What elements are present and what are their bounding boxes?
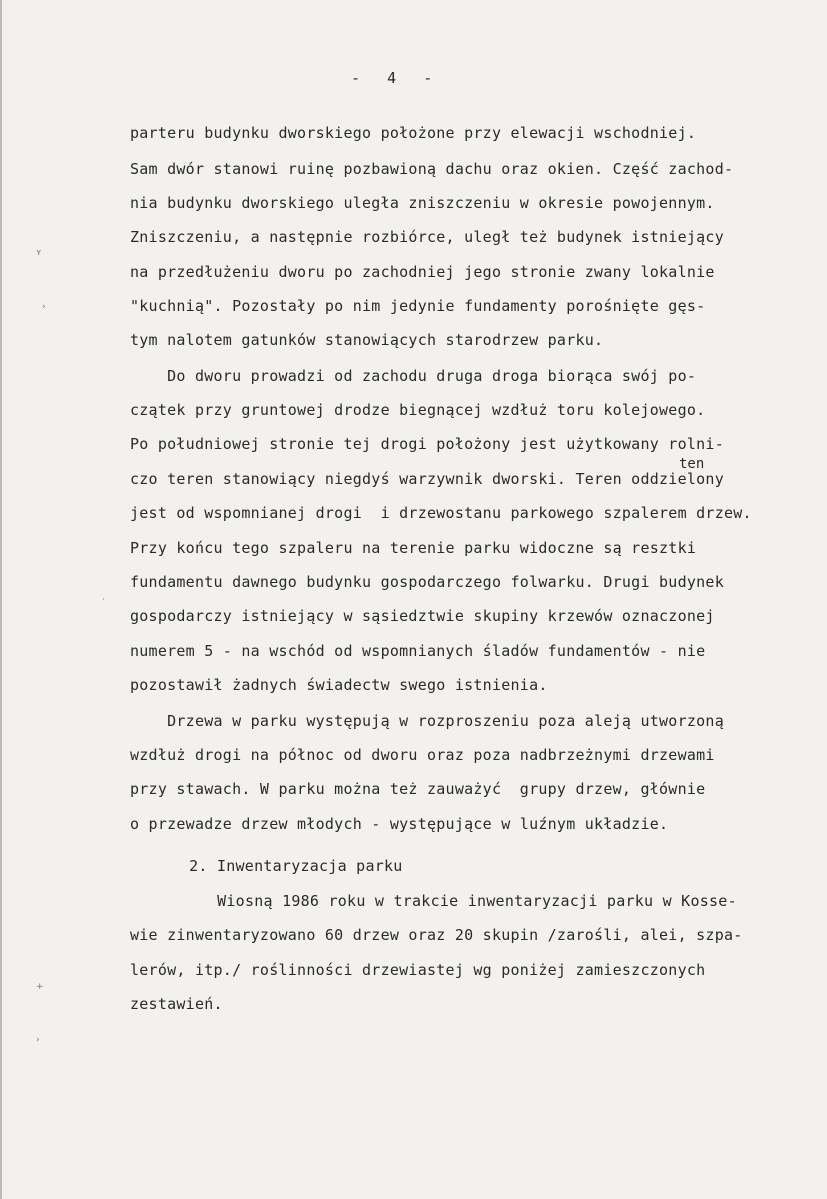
text-line-18: Drzewa w parku występują w rozproszeniu poza aleją utworzoną <box>130 712 724 730</box>
section-heading: 2. Inwentaryzacja parku <box>152 857 403 875</box>
margin-speck: + <box>36 982 44 992</box>
text-line-1: parteru budynku dworskiego położone przy elewacji wschodniej. <box>130 124 697 142</box>
text-line-8: Do dworu prowadzi od zachodu druga droga biorąca swój po- <box>130 367 697 385</box>
text-line-14: fundamentu dawnego budynku gospodarczego folwarku. Drugi budynek <box>130 573 724 591</box>
interlinear-insert: ten <box>679 456 705 472</box>
page-number: - 4 - <box>351 69 433 87</box>
text-line-17: pozostawił żadnych świadectw swego istnienia. <box>130 676 548 694</box>
text-line-25: lerów, itp./ roślinności drzewiastej wg poniżej zamieszczonych <box>130 961 706 979</box>
text-line-3: nia budynku dworskiego uległa zniszczeniu w okresie powojennym. <box>130 194 715 212</box>
text-line-26: zestawień. <box>130 995 223 1013</box>
text-line-12: jest od wspomnianej drogi i drzewostanu parkowego szpalerem drzew. <box>130 504 752 522</box>
text-line-16: numerem 5 - na wschód od wspomnianych śladów fundamentów - nie <box>130 642 706 660</box>
text-line-6: "kuchnią". Pozostały po nim jedynie fundamenty porośnięte gęs- <box>130 297 706 315</box>
text-line-19: wzdłuż drogi na północ od dworu oraz poza nadbrzeżnymi drzewami <box>130 746 715 764</box>
text-line-24: wie zinwentaryzowano 60 drzew oraz 20 skupin /zarośli, alei, szpa- <box>130 926 743 944</box>
text-line-23: Wiosną 1986 roku w trakcie inwentaryzacji parku w Kosse- <box>180 892 737 910</box>
text-line-20: przy stawach. W parku można też zauważyć grupy drzew, głównie <box>130 780 706 798</box>
margin-speck: · <box>102 595 105 605</box>
text-line-4: Zniszczeniu, a następnie rozbiórce, uległ też budynek istniejący <box>130 228 724 246</box>
text-line-11: czo teren stanowiący niegdyś warzywnik dworski. Teren oddzielony <box>130 470 724 488</box>
text-line-21: o przewadze drzew młodych - występujące w luźnym układzie. <box>130 815 669 833</box>
text-line-9: czątek przy gruntowej drodze biegnącej wzdłuż toru kolejowego. <box>130 401 706 419</box>
margin-speck: › <box>36 1035 40 1045</box>
text-line-5: na przedłużeniu dworu po zachodniej jego stronie zwany lokalnie <box>130 263 715 281</box>
text-line-2: Sam dwór stanowi ruinę pozbawioną dachu oraz okien. Część zachod- <box>130 160 734 178</box>
margin-speck: ʏ <box>36 248 42 258</box>
text-line-15: gospodarczy istniejący w sąsiedztwie skupiny krzewów oznaczonej <box>130 607 715 625</box>
margin-speck: › <box>42 302 46 312</box>
text-line-7: tym nalotem gatunków stanowiących starodrzew parku. <box>130 331 604 349</box>
text-line-13: Przy końcu tego szpaleru na terenie parku widoczne są resztki <box>130 539 697 557</box>
text-line-10: Po południowej stronie tej drogi położony jest użytkowany rolni- <box>130 435 724 453</box>
